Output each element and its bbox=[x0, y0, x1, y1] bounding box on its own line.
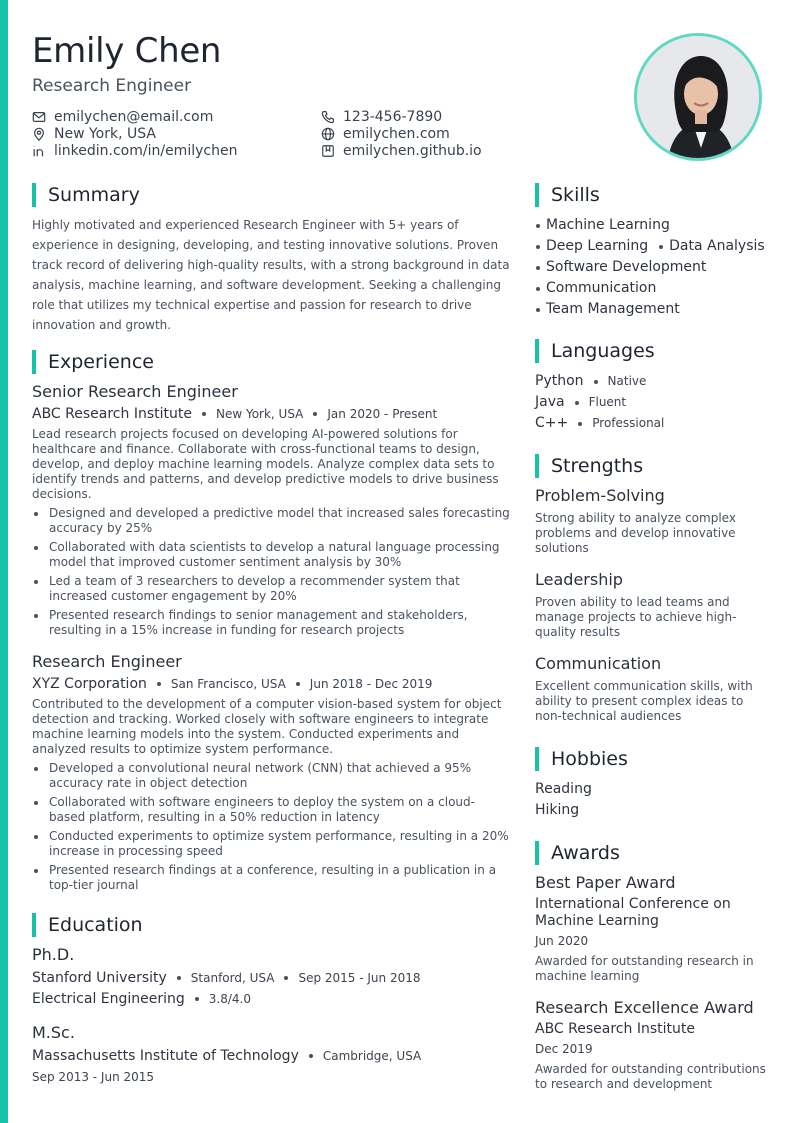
award-date: Dec 2019 bbox=[535, 1042, 593, 1056]
achievement-item: Conducted experiments to optimize system performance, resulting in a 20% increase in processing speed bbox=[32, 829, 510, 859]
language-name: Python bbox=[535, 373, 584, 389]
award-description: Awarded for outstanding contributions to research and development bbox=[535, 1062, 766, 1091]
achievement-item: Collaborated with data scientists to develop a natural language processing model that improved customer sentiment analysis by 30% bbox=[32, 540, 510, 570]
award-description: Awarded for outstanding research in machine learning bbox=[535, 954, 754, 983]
separator-dot bbox=[157, 682, 161, 686]
school-location: Cambridge, USA bbox=[322, 1049, 422, 1063]
strength-description: Proven ability to lead teams and manage projects to achieve high-quality results bbox=[535, 595, 737, 639]
contact-website[interactable] bbox=[321, 125, 450, 142]
languages-list bbox=[535, 371, 767, 434]
award-item bbox=[535, 873, 767, 984]
job-company: ABC Research Institute bbox=[32, 406, 192, 422]
hobbies-heading: Hobbies bbox=[535, 747, 767, 771]
bullet-dot bbox=[659, 245, 663, 249]
language-level: Fluent bbox=[588, 395, 627, 409]
strength-description: Strong ability to analyze complex problems and develop innovative solutions bbox=[535, 511, 736, 555]
languages-heading: Languages bbox=[535, 339, 767, 363]
award-date: Jun 2020 bbox=[535, 934, 589, 948]
language-row bbox=[535, 392, 767, 413]
school-name: Stanford University bbox=[32, 970, 167, 986]
language-row bbox=[535, 371, 767, 392]
degree: Ph.D. bbox=[32, 945, 75, 964]
contact-linkedin[interactable] bbox=[32, 142, 237, 159]
main-column bbox=[32, 183, 510, 1086]
candidate-title: Research Engineer bbox=[32, 76, 192, 96]
education-entry bbox=[32, 945, 510, 1008]
job-achievements bbox=[32, 761, 510, 893]
education-dates: Sep 2013 - Jun 2015 bbox=[32, 1070, 155, 1084]
language-level: Native bbox=[607, 374, 647, 388]
award-item bbox=[535, 998, 767, 1092]
contact-location bbox=[32, 125, 156, 142]
globe-icon bbox=[321, 127, 335, 141]
job-achievements bbox=[32, 506, 510, 638]
skill-row bbox=[535, 278, 767, 299]
strength-description: Excellent communication skills, with ability to present complex ideas to non-technical audiences bbox=[535, 679, 753, 723]
education-field bbox=[32, 990, 510, 1008]
heading-accent bbox=[535, 454, 539, 478]
field-of-study: Electrical Engineering bbox=[32, 991, 185, 1007]
skill-item: Machine Learning bbox=[546, 217, 670, 233]
job-dates: Jan 2020 - Present bbox=[327, 407, 438, 421]
achievement-item: Developed a convolutional neural network (CNN) that achieved a 95% accuracy rate in object detection bbox=[32, 761, 510, 791]
phone-icon bbox=[321, 110, 335, 124]
strength-item bbox=[535, 654, 767, 724]
language-level: Professional bbox=[592, 416, 665, 430]
heading-accent bbox=[32, 183, 36, 207]
separator-dot bbox=[575, 401, 579, 405]
bullet-dot bbox=[536, 287, 540, 291]
skill-item: Deep Learning bbox=[546, 238, 649, 254]
language-row bbox=[535, 413, 767, 434]
achievement-item: Designed and developed a predictive model that increased sales forecasting accuracy by 25% bbox=[32, 506, 510, 536]
bookmark-icon bbox=[321, 144, 335, 158]
github-text: emilychen.github.io bbox=[343, 142, 482, 159]
job-dates: Jun 2018 - Dec 2019 bbox=[309, 677, 433, 691]
bullet-dot bbox=[536, 308, 540, 312]
skill-row bbox=[535, 236, 767, 257]
experience-heading: Experience bbox=[32, 350, 510, 374]
hobby-item: Reading bbox=[535, 781, 592, 797]
job-meta bbox=[32, 675, 510, 693]
strengths-heading: Strengths bbox=[535, 454, 767, 478]
contact-email[interactable] bbox=[32, 108, 213, 125]
degree: M.Sc. bbox=[32, 1023, 75, 1042]
hobby-item: Hiking bbox=[535, 802, 580, 818]
phone-text: 123-456-7890 bbox=[343, 108, 443, 125]
separator-dot bbox=[195, 997, 199, 1001]
skill-item: Communication bbox=[546, 280, 657, 296]
job-entry bbox=[32, 382, 510, 638]
heading-accent bbox=[535, 841, 539, 865]
summary-text: Highly motivated and experienced Research Engineer with 5+ years of experience in designing, developing, and testing innovative solutions. Proven track record of delivering high-quality results, with a strong background in data analysis, machine learning, and software development. Seeking a challenging role that utilizes my technical expertise and passion for research to drive innovation and growth. bbox=[32, 218, 510, 332]
linkedin-icon bbox=[32, 144, 46, 158]
strength-title: Communication bbox=[535, 654, 662, 673]
job-description: Contributed to the development of a computer vision-based system for object detection and tracking. Worked closely with software engineers to integrate machine learning models into the system. Conducted experiments and analyzed results to optimize system performance. bbox=[32, 697, 502, 756]
education-meta bbox=[32, 1047, 510, 1065]
job-description: Lead research projects focused on developing AI-powered solutions for healthcare and finance. Collaborate with cross-functional teams to design, develop, and deploy machine learning models. Analyze complex data sets to identify trends and patterns, and develop predictive models to drive business decisions. bbox=[32, 427, 499, 501]
education-dates-line bbox=[32, 1068, 510, 1086]
job-entry bbox=[32, 652, 510, 893]
separator-dot bbox=[594, 380, 598, 384]
strength-title: Problem-Solving bbox=[535, 486, 665, 505]
strength-title: Leadership bbox=[535, 570, 623, 589]
bullet-dot bbox=[536, 224, 540, 228]
skill-row bbox=[535, 257, 767, 278]
skill-row bbox=[535, 215, 767, 236]
language-name: Java bbox=[535, 394, 565, 410]
website-text: emilychen.com bbox=[343, 125, 450, 142]
award-name: Best Paper Award bbox=[535, 873, 676, 892]
bullet-dot bbox=[536, 266, 540, 270]
achievement-item: Presented research findings at a conference, resulting in a publication in a top-tier journal bbox=[32, 863, 510, 893]
education-dates: Sep 2015 - Jun 2018 bbox=[298, 971, 421, 985]
strength-item bbox=[535, 486, 767, 556]
resume-header bbox=[32, 30, 632, 98]
skills-list bbox=[535, 215, 767, 320]
skill-item: Software Development bbox=[546, 259, 707, 275]
award-organization: ABC Research Institute bbox=[535, 1021, 695, 1037]
achievement-item: Collaborated with software engineers to deploy the system on a cloud-based platform, resulting in a 50% reduction in latency bbox=[32, 795, 510, 825]
location-text: New York, USA bbox=[54, 125, 156, 142]
school-location: Stanford, USA bbox=[190, 971, 275, 985]
education-entry bbox=[32, 1023, 510, 1086]
skills-heading: Skills bbox=[535, 183, 767, 207]
job-location: New York, USA bbox=[215, 407, 304, 421]
linkedin-text: linkedin.com/in/emilychen bbox=[54, 142, 238, 159]
candidate-name: Emily Chen bbox=[32, 31, 222, 71]
email-text: emilychen@email.com bbox=[54, 108, 214, 125]
skill-row bbox=[535, 299, 767, 320]
separator-dot bbox=[177, 976, 181, 980]
school-name: Massachusetts Institute of Technology bbox=[32, 1048, 299, 1064]
map-pin-icon bbox=[32, 127, 46, 141]
hobbies-list bbox=[535, 779, 767, 821]
profile-photo bbox=[634, 33, 762, 161]
contact-github[interactable] bbox=[321, 142, 482, 159]
achievement-item: Presented research findings to senior management and stakeholders, resulting in a 15% increase in funding for research projects bbox=[32, 608, 510, 638]
separator-dot bbox=[202, 412, 206, 416]
skill-item: Team Management bbox=[546, 301, 680, 317]
education-heading: Education bbox=[32, 913, 510, 937]
award-name: Research Excellence Award bbox=[535, 998, 754, 1017]
language-name: C++ bbox=[535, 415, 569, 431]
heading-accent bbox=[535, 183, 539, 207]
heading-accent bbox=[32, 350, 36, 374]
separator-dot bbox=[296, 682, 300, 686]
heading-accent bbox=[32, 913, 36, 937]
separator-dot bbox=[313, 412, 317, 416]
envelope-icon bbox=[32, 110, 46, 124]
skill-item: Data Analysis bbox=[669, 238, 765, 254]
accent-bar bbox=[0, 0, 8, 1123]
job-meta bbox=[32, 405, 510, 423]
job-title: Research Engineer bbox=[32, 652, 182, 671]
job-title: Senior Research Engineer bbox=[32, 382, 238, 401]
sidebar-column bbox=[535, 183, 767, 1092]
summary-heading: Summary bbox=[32, 183, 510, 207]
job-location: San Francisco, USA bbox=[170, 677, 286, 691]
award-organization: International Conference on Machine Learning bbox=[535, 896, 731, 929]
heading-accent bbox=[535, 339, 539, 363]
bullet-dot bbox=[536, 245, 540, 249]
contact-phone[interactable] bbox=[321, 108, 442, 125]
achievement-item: Led a team of 3 researchers to develop a recommender system that increased customer engagement by 20% bbox=[32, 574, 510, 604]
heading-accent bbox=[535, 747, 539, 771]
separator-dot bbox=[284, 976, 288, 980]
gpa: 3.8/4.0 bbox=[208, 992, 252, 1006]
separator-dot bbox=[578, 422, 582, 426]
job-company: XYZ Corporation bbox=[32, 676, 147, 692]
strength-item bbox=[535, 570, 767, 640]
awards-heading: Awards bbox=[535, 841, 767, 865]
education-meta bbox=[32, 969, 510, 987]
separator-dot bbox=[309, 1054, 313, 1058]
